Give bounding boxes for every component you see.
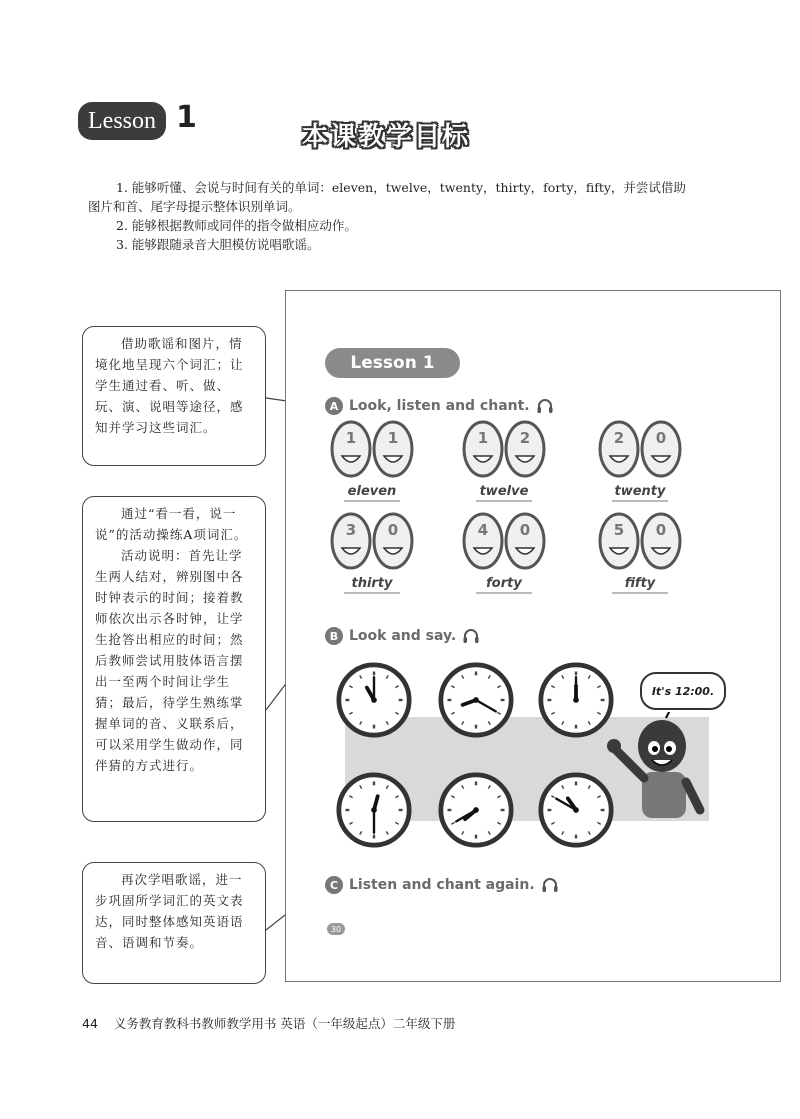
number-digit: 5 — [613, 521, 625, 539]
number-item-fifty — [590, 510, 690, 594]
number-digit: 1 — [345, 429, 357, 447]
number-word: thirty — [351, 576, 393, 591]
note-chant-again — [82, 862, 266, 984]
number-digit: 1 — [477, 429, 489, 447]
goal-1: 1. 能够听懂、会说与时间有关的单词：eleven，twelve，twenty，thirty，forty，fifty，并尝试借助图片和首、尾字母提示整体识别单词。 — [88, 180, 686, 214]
number-word: twelve — [479, 484, 529, 499]
number-digit: 2 — [613, 429, 625, 447]
section-c-heading — [325, 876, 559, 894]
number-word: forty — [486, 576, 522, 591]
number-digit: 0 — [519, 521, 531, 539]
number-eleven-character — [327, 418, 417, 480]
number-item-eleven — [322, 418, 422, 502]
lesson-badge: Lesson — [78, 102, 166, 140]
section-c-letter: C — [325, 876, 343, 894]
headphone-icon[interactable] — [541, 877, 559, 893]
footer-book-title: 义务教育教科书教师教学用书 英语（一年级起点）二年级下册 — [113, 1016, 456, 1031]
number-digit: 1 — [387, 429, 399, 447]
note-chant-text: 借助歌谣和图片，情境化地呈现六个词汇；让学生通过看、听、做、玩、演、说唱等途径，感知并学习这些词汇。 — [95, 336, 244, 435]
number-item-forty — [454, 510, 554, 594]
goal-2: 2. 能够根据教师或同伴的指令做相应动作。 — [116, 218, 357, 233]
boy-illustration — [600, 712, 712, 828]
number-digit: 4 — [477, 521, 489, 539]
number-digit: 0 — [387, 521, 399, 539]
word-underline — [344, 592, 400, 594]
number-item-twelve — [454, 418, 554, 502]
number-word: twenty — [614, 484, 666, 499]
speech-bubble: It's 12:00. — [640, 672, 726, 710]
clock-2 — [438, 662, 514, 738]
note-chant-again-text: 再次学唱歌谣，进一步巩固所学词汇的英文表达，同时整体感知英语语音、语调和节奏。 — [95, 872, 244, 950]
number-digit: 0 — [655, 429, 667, 447]
clock-1 — [336, 662, 412, 738]
number-thirty-character — [327, 510, 417, 572]
footer-page-number: 44 — [82, 1016, 98, 1031]
note-look-and-say-p1: 通过“看一看，说一说”的活动操练A项词汇。 — [95, 506, 248, 542]
textbook-page-number: 30 — [327, 923, 345, 935]
number-forty-character — [459, 510, 549, 572]
note-chant — [82, 326, 266, 466]
number-item-twenty — [590, 418, 690, 502]
number-word: fifty — [624, 576, 656, 591]
word-underline — [612, 592, 668, 594]
textbook-lesson-tag: Lesson 1 — [325, 348, 460, 378]
headphone-icon[interactable] — [462, 628, 480, 644]
page-title: 本课教学目标 — [301, 121, 470, 152]
word-underline — [344, 500, 400, 502]
number-item-thirty — [322, 510, 422, 594]
section-b-heading — [325, 627, 480, 645]
headphone-icon[interactable] — [536, 398, 554, 414]
section-b-title: Look and say. — [349, 628, 457, 644]
number-fifty-character — [595, 510, 685, 572]
section-a-letter: A — [325, 397, 343, 415]
clock-4 — [336, 772, 412, 848]
clock-5 — [438, 772, 514, 848]
note-look-and-say-p2: 活动说明：首先让学生两人结对，辨别图中各时钟表示的时间；接着教师依次出示各时钟，让学生抢答出相应的时间；然后教师尝试用肢体语言摆出一至两个时间让学生猜；最后，待学生熟练掌握单词的音、义联系后，可以采用学生做动作，同伴猜的方式进行。 — [95, 548, 244, 773]
number-word: eleven — [347, 484, 397, 499]
goal-3: 3. 能够跟随录音大胆模仿说唱歌谣。 — [116, 237, 320, 252]
word-underline — [476, 592, 532, 594]
lesson-number: 1 — [176, 100, 197, 135]
number-digit: 3 — [345, 521, 357, 539]
section-b-letter: B — [325, 627, 343, 645]
word-underline — [612, 500, 668, 502]
number-digit: 2 — [519, 429, 531, 447]
number-twenty-character — [595, 418, 685, 480]
word-underline — [476, 500, 532, 502]
number-twelve-character — [459, 418, 549, 480]
footer — [82, 1014, 455, 1032]
note-look-and-say — [82, 496, 266, 822]
section-c-title: Listen and chant again. — [349, 877, 535, 893]
section-a-heading — [325, 397, 554, 415]
section-a-title: Look, listen and chant. — [349, 398, 530, 414]
number-digit: 0 — [655, 521, 667, 539]
